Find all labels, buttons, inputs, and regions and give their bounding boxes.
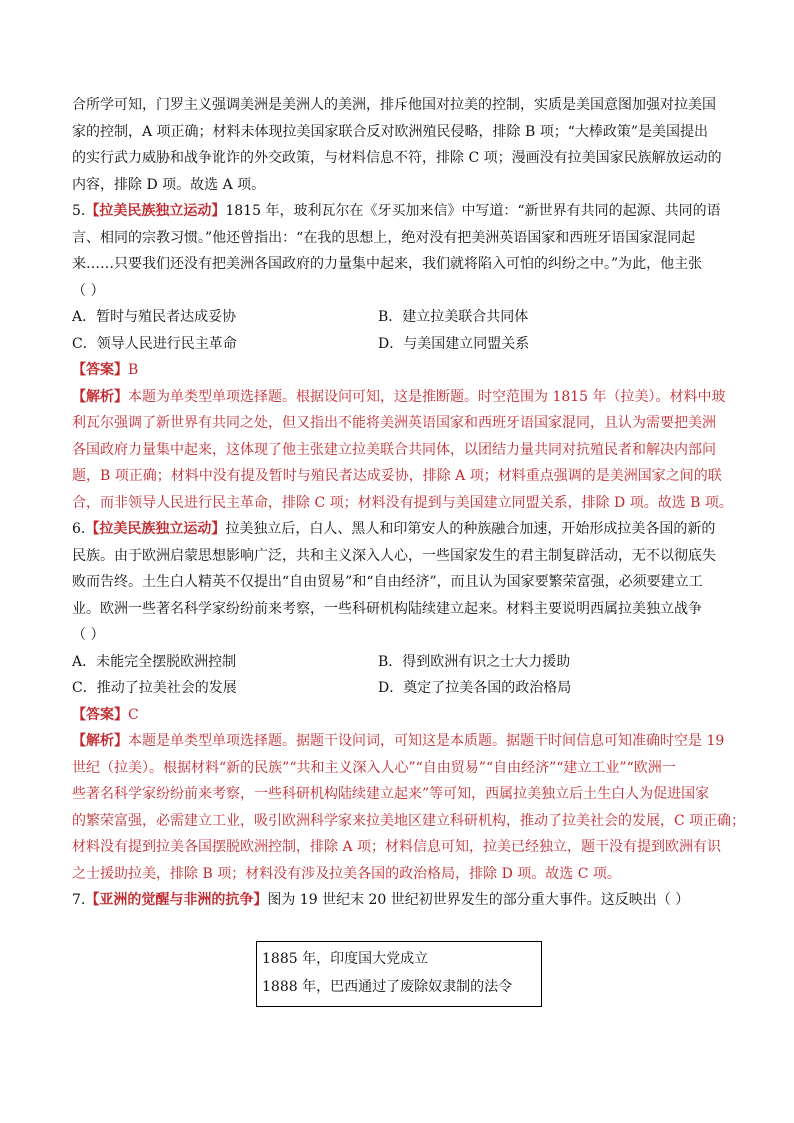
options-row [72,331,724,358]
analysis-line: 的繁荣富强，必需建立工业，吸引欧洲科学家来拉美地区建立科研机构，推动了拉美社会的发展，C 项正确； [72,812,746,829]
analysis-line: 各国政府力量集中起来，这体现了他主张建立拉美联合共同体，以团结力量共同对抗殖民者和解决内部问 [72,441,716,458]
analysis-line: 之士援助拉美，排除 B 项；材料没有涉及拉美各国的政治格局，排除 D 项。故选 C 项。 [72,865,621,882]
option-a: A．暂时与殖民者达成妥协 [72,309,237,325]
answer-line [72,357,724,384]
question-number: 5. [72,203,86,219]
answer-line [72,702,724,729]
question-stem [72,198,724,225]
option-b: B．建立拉美联合共同体 [378,309,529,325]
analysis-line: 家的控制，A 项正确；材料未体现拉美国家联合反对欧洲殖民侵略，排除 B 项；“大棒政策”是美国提出 [72,123,709,140]
topic-tag: 【拉美民族独立运动】 [85,203,226,219]
stem-text: 言、相同的宗教习惯。”他还曾指出：“在我的思想上，绝对没有把美洲英语国家和西班牙语国家混同起 [72,229,696,246]
question-number: 6. [72,521,86,537]
analysis-label: 【解析】 [72,733,128,749]
stem-text: 图为 19 世纪末 20 世纪初世界发生的部分重大事件。这反映出（ ） [267,892,690,908]
analysis-line: 合所学可知，门罗主义强调美洲是美洲人的美洲，排斥他国对拉美的控制，实质是美国意图加强对拉美国 [72,97,716,113]
event-item: 1885 年，印度国大党成立 [262,951,429,967]
answer-value: B [128,362,139,378]
stem-text: 业。欧洲一些著名科学家纷纷前来考察，一些科研机构陆续建立起来。材料主要说明西属拉美独立战争 [72,600,702,617]
stem-text: 拉美独立后，白人、黑人和印第安人的种族融合加速，开始形成拉美各国的新的 [225,521,716,537]
option-d: D．奠定了拉美各国的政治格局 [378,680,572,696]
analysis-text: 本题是单类型单项选择题。据题干设问词，可知这是本质题。据题干时间信息可知准确时空是 19 [128,733,725,749]
stem-text: 败而告终。土生白人精英不仅提出“自由贸易”和“自由经济”，而且认为国家要繁荣富强，必须要建立工 [72,574,703,590]
question-stem [72,516,724,543]
analysis-line [72,384,724,411]
analysis-line: 材料没有提到拉美各国摆脱欧洲控制，排除 A 项；材料信息可知，拉美已经独立，题干没有提到欧洲有识 [72,839,722,855]
topic-tag: 【拉美民族独立运动】 [85,521,226,537]
analysis-line: 合，而非领导人民进行民主革命，排除 C 项；材料没有提到与美国建立同盟关系，排除 D 项。故选 B 项。 [72,494,733,511]
options-row [72,675,724,702]
question-number: 7. [72,892,86,908]
answer-value: C [128,706,139,723]
answer-label: 【答案】 [72,706,128,723]
question-stem [72,887,724,914]
analysis-line [72,728,724,755]
topic-tag: 【亚洲的觉醒与非洲的抗争】 [85,892,268,908]
option-b: B．得到欧洲有识之士大力援助 [378,653,571,670]
stem-text: 1815 年，玻利瓦尔在《牙买加来信》中写道：“新世界有共同的起源、共同的语 [225,203,721,219]
question-5 [72,198,733,516]
event-item: 1888 年，巴西通过了废除奴隶制的法令 [262,979,513,995]
options-row [72,304,724,331]
analysis-text: 本题为单类型单项选择题。根据设问可知，这是推断题。时空范围为 1815 年（拉美）。材料中玻 [128,388,726,405]
question-7 [72,887,724,914]
answer-blank: （ ） [72,627,105,643]
question-6 [72,516,746,887]
analysis-line: 世纪（拉美）。根据材料“新的民族”“共和主义深入人心”“自由贸易”“自由经济”“建立工业”“欧洲一 [72,759,676,776]
answer-blank: （ ） [72,282,105,299]
q4-analysis-continuation [72,92,724,198]
analysis-line: 的实行武力威胁和战争讹诈的外交政策，与材料信息不符，排除 C 项；漫画没有拉美国家民族解放运动的 [72,150,722,166]
page-content [72,92,746,914]
option-d: D．与美国建立同盟关系 [378,335,530,352]
event-table [256,941,542,1007]
analysis-line: 利瓦尔强调了新世界有共同之处，但又指出不能将美洲英语国家和西班牙语国家混同，且认为需要把美洲 [72,415,716,431]
options-row [72,649,724,676]
analysis-line: 内容，排除 D 项。故选 A 项。 [72,176,266,193]
option-a: A．未能完全摆脱欧洲控制 [72,653,237,670]
option-c: C．推动了拉美社会的发展 [72,680,237,696]
stem-text: 来……只要我们还没有把美洲各国政府的力量集中起来，我们就将陷入可怕的纠纷之中。”为此，他主张 [72,256,703,272]
answer-label: 【答案】 [72,362,128,378]
option-c: C．领导人民进行民主革命 [72,335,237,352]
analysis-line: 题，B 项正确；材料中没有提及暂时与殖民者达成妥协，排除 A 项；材料重点强调的是美洲国家之间的联 [72,468,722,484]
analysis-label: 【解析】 [72,388,128,405]
analysis-line: 些著名科学家纷纷前来考察，一些科研机构陆续建立起来”等可知，西属拉美独立后土生白人为促进国家 [72,786,710,802]
stem-text: 民族。由于欧洲启蒙思想影响广泛，共和主义深入人心，一些国家发生的君主制复辟活动，无不以彻底失 [72,547,716,564]
